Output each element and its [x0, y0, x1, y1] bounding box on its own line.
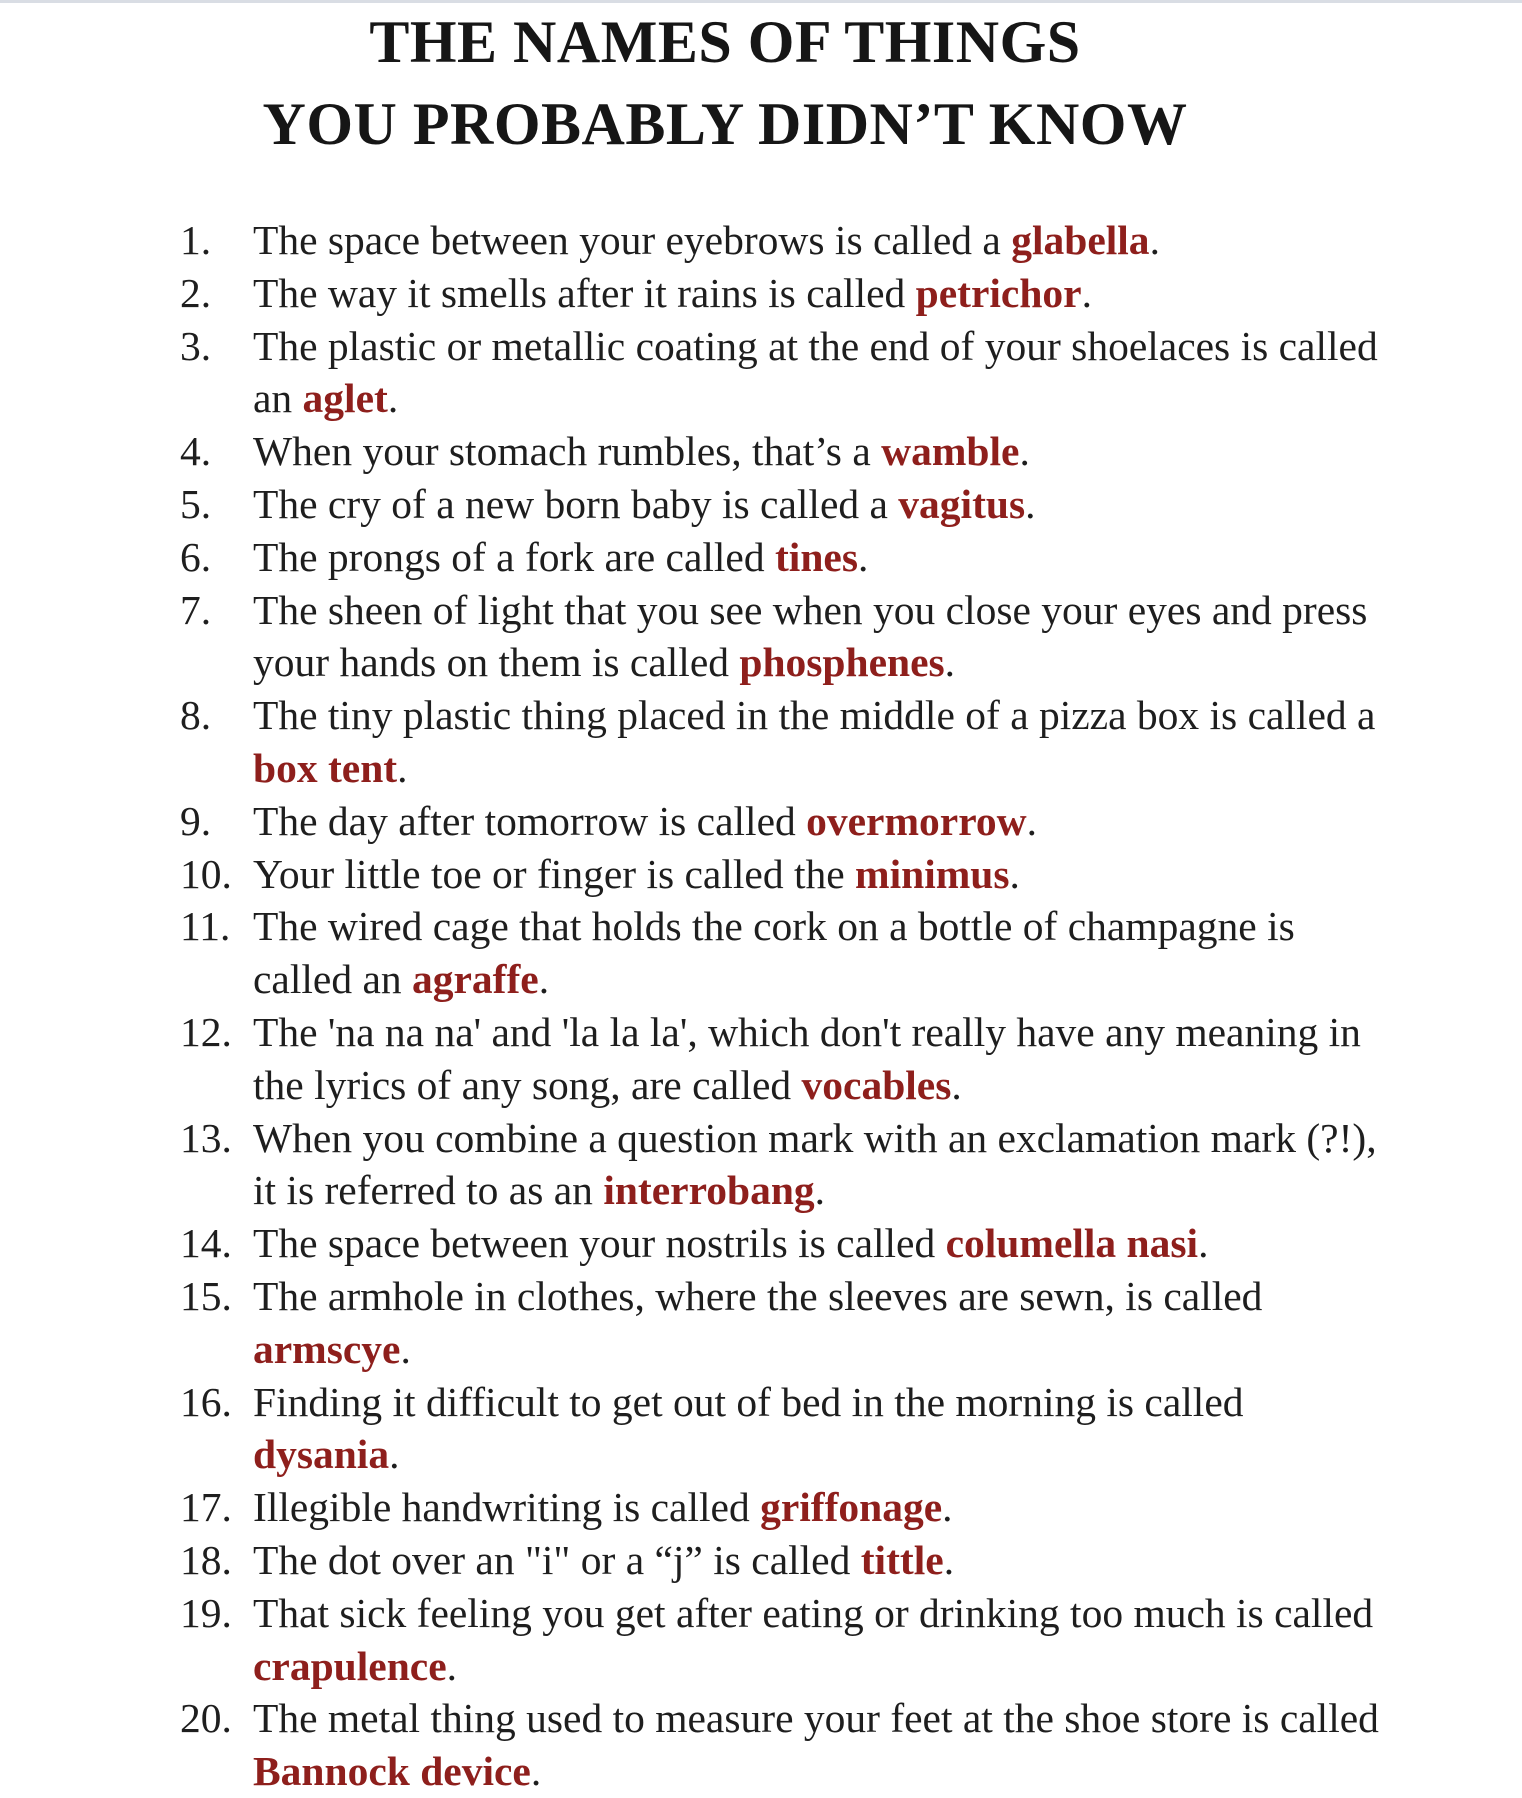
item-term: Bannock device [253, 1748, 531, 1795]
list-item [0, 1481, 1383, 1534]
item-term: dysania [253, 1431, 390, 1478]
item-term: crapulence [253, 1642, 447, 1689]
item-number: 8. [180, 692, 212, 739]
list-item [0, 848, 1383, 901]
item-term: overmorrow [806, 797, 1027, 844]
item-punct: . [530, 1748, 542, 1795]
item-number: 16. [180, 1378, 232, 1425]
item-text: The way it smells after it rains is called [253, 269, 916, 316]
item-text: When you combine a question mark with an exclamation mark (?!), it is referred to as an [253, 1114, 1377, 1214]
list-item [0, 1534, 1383, 1587]
item-number: 15. [180, 1272, 232, 1319]
item-number: 4. [180, 428, 212, 475]
item-term: petrichor [915, 269, 1082, 316]
list-item [0, 1006, 1383, 1112]
item-number: 3. [180, 322, 212, 369]
item-number: 2. [180, 269, 212, 316]
item-punct: . [1026, 797, 1037, 844]
item-text: The 'na na na' and 'la la la', which don't really have any meaning in the lyrics of any song, are called [253, 1008, 1361, 1108]
list-item [0, 1376, 1383, 1482]
item-term: tines [774, 533, 858, 580]
item-text: Illegible handwriting is called [253, 1484, 761, 1531]
item-text: The dot over an "i" or a “j” is called [253, 1536, 861, 1583]
list-item [0, 478, 1383, 531]
item-punct: . [389, 1431, 400, 1478]
item-punct: . [1009, 850, 1020, 897]
list-item [0, 1692, 1383, 1798]
item-number: 17. [180, 1484, 232, 1531]
item-punct: . [1081, 269, 1092, 316]
item-punct: . [944, 639, 956, 686]
item-text: Your little toe or finger is called the [253, 850, 856, 897]
item-term: aglet [302, 375, 388, 422]
list-item [0, 584, 1383, 690]
item-term: armscye [253, 1325, 401, 1372]
item-punct: . [387, 375, 399, 422]
item-number: 5. [180, 480, 212, 527]
item-punct: . [951, 1061, 962, 1108]
item-text: The plastic or metallic coating at the end of your shoelaces is called an [253, 322, 1378, 422]
item-text: The prongs of a fork are called [253, 533, 775, 580]
list-item [0, 1270, 1383, 1376]
list-item [0, 900, 1383, 1006]
item-term: wamble [881, 428, 1020, 475]
title-line-2: YOU PROBABLY DIDN’T KNOW [262, 91, 1188, 157]
item-number: 12. [180, 1008, 232, 1055]
list-item [0, 531, 1383, 584]
list-item [0, 689, 1383, 795]
item-number: 6. [180, 533, 212, 580]
title-line-1: THE NAMES OF THINGS [369, 9, 1081, 75]
item-punct: . [943, 1536, 955, 1583]
item-number: 11. [180, 903, 231, 950]
item-text: The space between your eyebrows is called a [253, 217, 1012, 263]
item-text: That sick feeling you get after eating or drinking too much is called [253, 1589, 1374, 1636]
item-punct: . [1149, 217, 1160, 263]
list-item [0, 1217, 1383, 1270]
item-punct: . [538, 956, 550, 1003]
item-text: When your stomach rumbles, that’s a [253, 428, 882, 475]
item-term: agraffe [412, 956, 539, 1003]
item-number: 9. [180, 797, 212, 844]
item-text: The space between your nostrils is called [253, 1220, 946, 1267]
item-term: vagitus [898, 480, 1026, 527]
item-number: 20. [180, 1695, 232, 1742]
item-punct: . [397, 744, 408, 791]
item-punct: . [400, 1325, 411, 1372]
item-punct: . [857, 533, 869, 580]
item-text: Finding it difficult to get out of bed in the morning is called [253, 1378, 1244, 1425]
item-number: 14. [180, 1220, 232, 1267]
item-text: The metal thing used to measure your feet at the shoe store is called [253, 1695, 1379, 1742]
item-punct: . [1025, 480, 1036, 527]
item-text: The day after tomorrow is called [253, 797, 807, 844]
item-term: vocables [801, 1061, 952, 1108]
item-text: The cry of a new born baby is called a [253, 480, 899, 527]
list-item [0, 795, 1383, 848]
list-item [0, 1587, 1383, 1693]
item-term: columella nasi [945, 1220, 1199, 1267]
item-text: The wired cage that holds the cork on a bottle of champagne is called an [253, 903, 1295, 1003]
item-punct: . [814, 1167, 826, 1214]
item-term: tittle [860, 1536, 944, 1583]
item-number: 13. [180, 1114, 232, 1161]
item-number: 10. [180, 850, 232, 897]
item-term: griffonage [760, 1484, 943, 1531]
item-text: The sheen of light that you see when you close your eyes and press your hands on them is called [253, 586, 1368, 686]
list-item [0, 1112, 1383, 1218]
item-punct: . [942, 1484, 953, 1531]
item-punct: . [1019, 428, 1030, 475]
item-punct: . [1198, 1220, 1209, 1267]
list-item [0, 425, 1383, 478]
item-term: interrobang [603, 1167, 815, 1214]
item-number: 7. [180, 586, 212, 633]
item-term: minimus [855, 850, 1010, 897]
list-item [0, 320, 1383, 426]
item-punct: . [446, 1642, 457, 1689]
item-number: 1. [180, 217, 212, 263]
item-term: box tent [253, 744, 398, 791]
list-item [0, 267, 1383, 320]
item-term: glabella [1011, 217, 1150, 263]
item-text: The armhole in clothes, where the sleeves are sewn, is called [253, 1272, 1263, 1319]
item-text: The tiny plastic thing placed in the middle of a pizza box is called a [253, 692, 1376, 739]
item-term: phosphenes [739, 639, 945, 686]
facts-list [0, 214, 1522, 1798]
list-item [0, 214, 1383, 267]
item-number: 19. [180, 1589, 232, 1636]
item-number: 18. [180, 1536, 232, 1583]
